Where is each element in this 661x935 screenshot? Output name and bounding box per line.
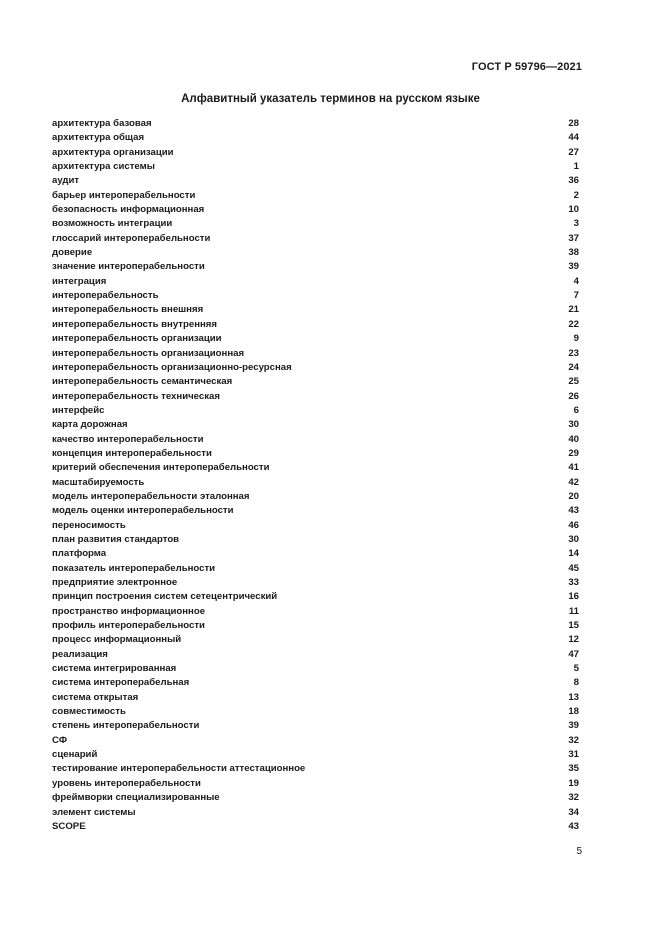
index-entry	[52, 562, 579, 576]
index-entry	[52, 131, 579, 145]
index-entry	[52, 576, 579, 590]
index-page-ref: 8	[573, 677, 579, 689]
index-term: план развития стандартов	[52, 533, 180, 545]
index-page-ref: 36	[568, 175, 579, 187]
index-page-ref: 29	[568, 447, 579, 459]
index-term: SCOPE	[52, 820, 86, 832]
index-entry	[52, 547, 579, 561]
index-page-ref: 39	[568, 720, 579, 732]
index-term: интероперабельность внутренняя	[52, 318, 217, 330]
index-entry	[52, 375, 579, 389]
index-term: возможность интеграции	[52, 218, 173, 230]
index-entry	[52, 762, 579, 776]
index-page-ref: 40	[568, 433, 579, 445]
index-term: фреймворки специализированные	[52, 792, 220, 804]
index-entry	[52, 146, 579, 160]
index-entry	[52, 662, 579, 676]
index-entry	[52, 332, 579, 346]
index-page-ref: 15	[568, 620, 579, 632]
index-page-ref: 10	[568, 204, 579, 216]
index-page-ref: 32	[568, 734, 579, 746]
index-entry	[52, 418, 579, 432]
index-term: принцип построения систем сетецентрический	[52, 591, 278, 603]
index-entry	[52, 160, 579, 174]
index-term: СФ	[52, 734, 68, 746]
index-entry	[52, 533, 579, 547]
index-page-ref: 46	[568, 519, 579, 531]
index-term: концепция интероперабельности	[52, 447, 212, 459]
index-entry	[52, 504, 579, 518]
index-page-ref: 22	[568, 318, 579, 330]
index-entry	[52, 174, 579, 188]
index-term: интероперабельность техническая	[52, 390, 220, 402]
index-entry	[52, 246, 579, 260]
index-page-ref: 45	[568, 562, 579, 574]
index-entry	[52, 748, 579, 762]
index-page-ref: 34	[568, 806, 579, 818]
index-term: степень интероперабельности	[52, 720, 200, 732]
index-term: модель интероперабельности эталонная	[52, 490, 250, 502]
index-entry	[52, 648, 579, 662]
index-term: масштабируемость	[52, 476, 145, 488]
index-page-ref: 23	[568, 347, 579, 359]
index-entry	[52, 490, 579, 504]
index-entry	[52, 691, 579, 705]
index-page-ref: 35	[568, 763, 579, 775]
index-title: Алфавитный указатель терминов на русском языке	[181, 93, 480, 105]
index-term: карта дорожная	[52, 419, 128, 431]
index-entry	[52, 519, 579, 533]
index-page-ref: 39	[568, 261, 579, 273]
index-term: интероперабельность семантическая	[52, 376, 233, 388]
index-page-ref: 7	[573, 290, 579, 302]
index-page-ref: 27	[568, 146, 579, 158]
index-entry	[52, 303, 579, 317]
index-page-ref: 30	[568, 533, 579, 545]
index-entry	[52, 447, 579, 461]
index-term: система открытая	[52, 691, 139, 703]
index-term: уровень интероперабельности	[52, 777, 201, 789]
index-term: интерфейс	[52, 404, 105, 416]
index-page-ref: 5	[573, 663, 579, 675]
index-term: барьер интероперабельности	[52, 189, 196, 201]
index-term: доверие	[52, 247, 93, 259]
index-term: интеграция	[52, 275, 107, 287]
index-page-ref: 21	[568, 304, 579, 316]
index-term: глоссарий интероперабельности	[52, 232, 211, 244]
index-term: элемент системы	[52, 806, 136, 818]
index-term: архитектура базовая	[52, 118, 152, 129]
index-page-ref: 24	[568, 361, 579, 373]
index-page-ref: 28	[568, 118, 579, 129]
index-page-ref: 11	[568, 605, 579, 617]
index-term: процесс информационный	[52, 634, 182, 646]
index-entry	[52, 590, 579, 604]
index-entry	[52, 189, 579, 203]
index-term: профиль интероперабельности	[52, 620, 205, 632]
index-entry	[52, 260, 579, 274]
index-page-ref: 30	[568, 419, 579, 431]
index-page-ref: 37	[568, 232, 579, 244]
index-entry	[52, 605, 579, 619]
index-page-ref: 13	[568, 691, 579, 703]
index-page-ref: 6	[573, 404, 579, 416]
index-entry	[52, 217, 579, 231]
index-entry	[52, 633, 579, 647]
index-entry	[52, 404, 579, 418]
index-page-ref: 19	[568, 777, 579, 789]
index-term: реализация	[52, 648, 108, 660]
index-page-ref: 26	[568, 390, 579, 402]
index-term: показатель интероперабельности	[52, 562, 216, 574]
index-term: архитектура общая	[52, 132, 145, 144]
index-entry	[52, 117, 579, 131]
index-term: переносимость	[52, 519, 126, 531]
index-term: модель оценки интероперабельности	[52, 505, 234, 517]
index-term: архитектура системы	[52, 161, 155, 173]
index-entry	[52, 433, 579, 447]
index-page-ref: 47	[568, 648, 579, 660]
index-entry	[52, 806, 579, 820]
index-term: совместимость	[52, 706, 126, 718]
index-page-ref: 42	[568, 476, 579, 488]
index-page-ref: 33	[568, 577, 579, 588]
index-page-ref: 43	[568, 820, 579, 832]
index-term: интероперабельность	[52, 290, 159, 302]
index-page-ref: 18	[568, 706, 579, 718]
index-page-ref: 32	[568, 792, 579, 804]
index-page-ref: 20	[568, 490, 579, 502]
index-entry	[52, 347, 579, 361]
index-entry	[52, 390, 579, 404]
index-entry	[52, 705, 579, 719]
index-entry	[52, 289, 579, 303]
index-term: качество интероперабельности	[52, 433, 204, 445]
index-entry	[52, 476, 579, 490]
index-page-ref: 41	[568, 462, 579, 474]
index-entry	[52, 820, 579, 834]
index-page-ref: 12	[568, 634, 579, 646]
index-term: интероперабельность организации	[52, 333, 222, 345]
index-page-ref: 44	[568, 132, 579, 144]
index-page-ref: 9	[573, 333, 579, 345]
index-entry	[52, 734, 579, 748]
index-page-ref: 31	[568, 749, 579, 761]
index-entry	[52, 203, 579, 217]
index-term: значение интероперабельности	[52, 261, 205, 273]
index-entry	[52, 461, 579, 475]
index-term: предприятие электронное	[52, 577, 178, 588]
index-page-ref: 43	[568, 505, 579, 517]
index-page-ref: 2	[573, 189, 579, 201]
index-page-ref: 4	[573, 275, 579, 287]
index-entry	[52, 232, 579, 246]
index-entry	[52, 719, 579, 733]
index-entry	[52, 791, 579, 805]
index-term: безопасность информационная	[52, 204, 205, 216]
index-term: тестирование интероперабельности аттестационное	[52, 763, 306, 775]
index-term: платформа	[52, 548, 107, 560]
index-entry	[52, 318, 579, 332]
index-term: интероперабельность организационно-ресурсная	[52, 361, 292, 373]
index-page-ref: 16	[568, 591, 579, 603]
index-entry	[52, 361, 579, 375]
index-entry	[52, 777, 579, 791]
index-entry	[52, 275, 579, 289]
index-page-ref: 1	[573, 161, 579, 173]
index-entry	[52, 619, 579, 633]
index-term: система интероперабельная	[52, 677, 190, 689]
document-code: ГОСТ Р 59796—2021	[471, 61, 582, 73]
page-number: 5	[576, 846, 582, 857]
index-term: интероперабельность внешняя	[52, 304, 204, 316]
index-page-ref: 25	[568, 376, 579, 388]
index-term: сценарий	[52, 749, 98, 761]
index-page-ref: 14	[568, 548, 579, 560]
term-index-list	[52, 117, 579, 834]
index-term: интероперабельность организационная	[52, 347, 245, 359]
index-term: архитектура организации	[52, 146, 174, 158]
index-entry	[52, 676, 579, 690]
index-term: критерий обеспечения интероперабельности	[52, 462, 270, 474]
index-term: система интегрированная	[52, 663, 177, 675]
index-page-ref: 38	[568, 247, 579, 259]
index-term: пространство информационное	[52, 605, 206, 617]
index-term: аудит	[52, 175, 80, 187]
index-page-ref: 3	[573, 218, 579, 230]
